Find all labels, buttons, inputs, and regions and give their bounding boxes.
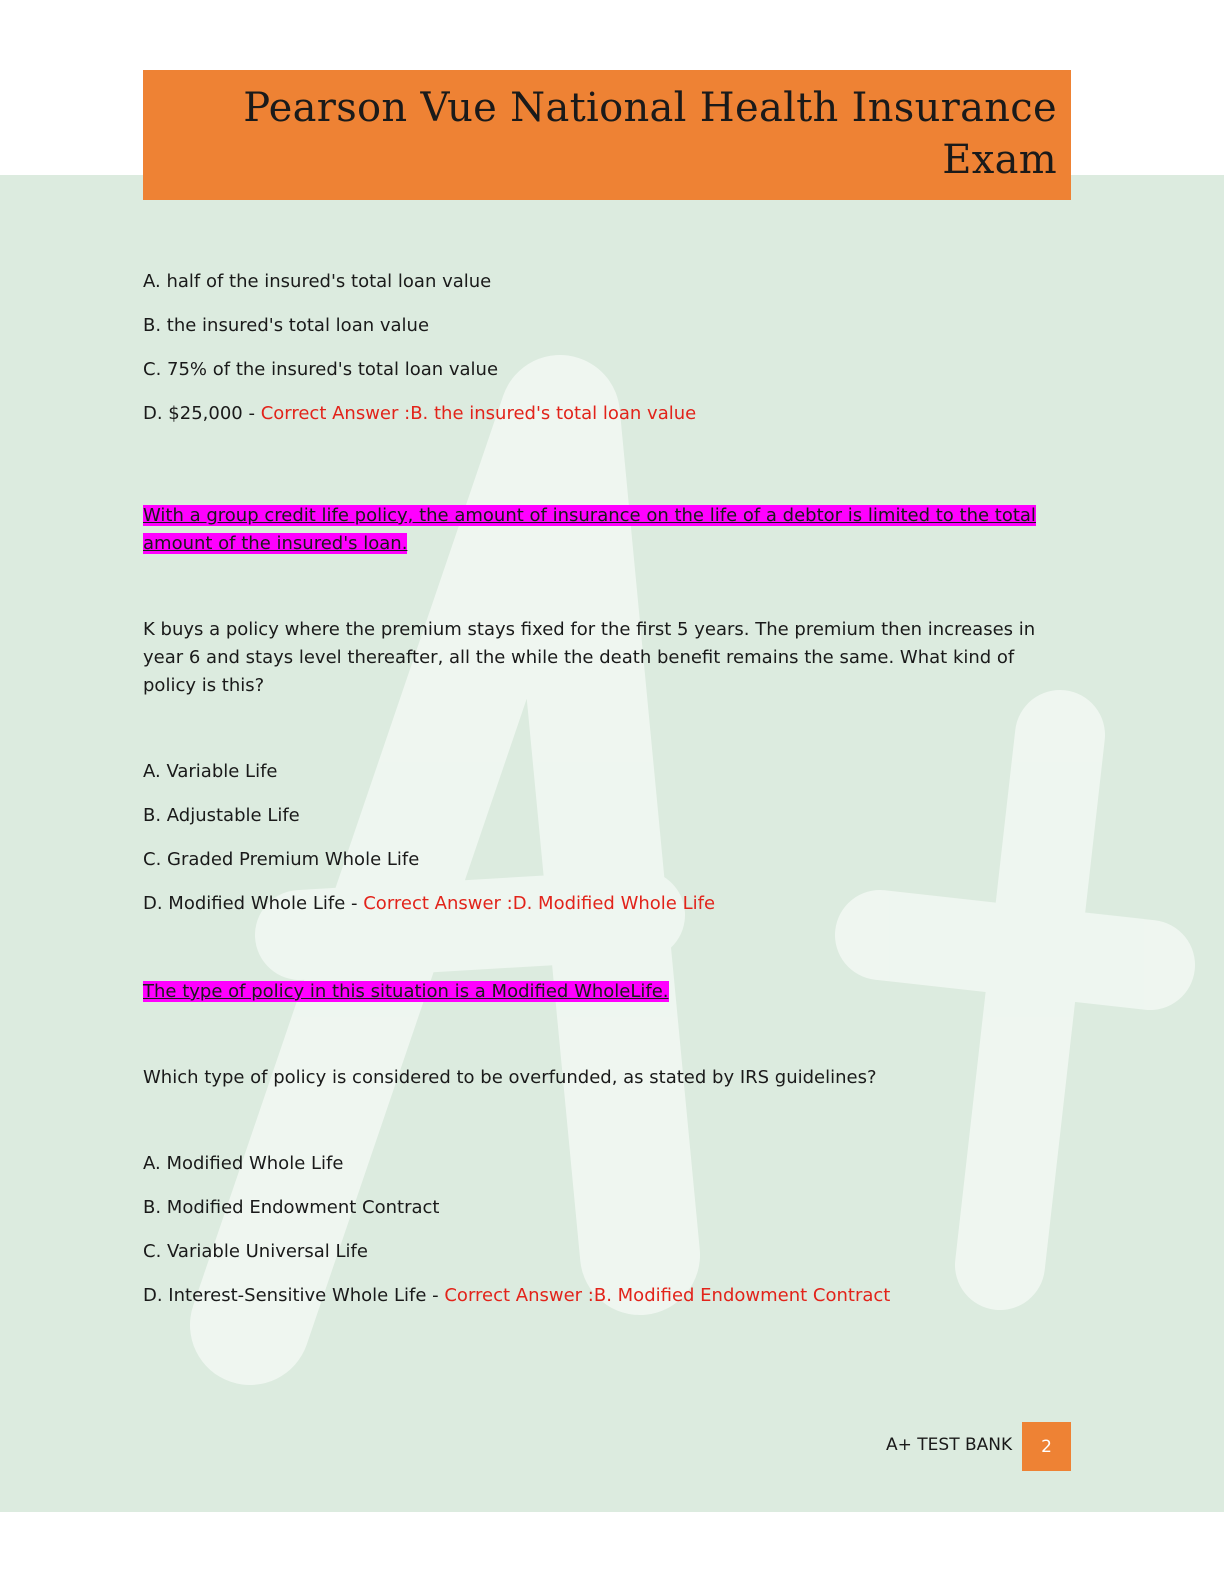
explanation	[143, 978, 1053, 1006]
question: K buys a policy where the premium stays fixed for the first 5 years. The premium then increases in year 6 and stays level thereafter, all the while the death benefit remains the same. What kind of policy is this?	[143, 619, 1036, 696]
option-c: C. 75% of the insured's total loan value	[143, 359, 499, 380]
footer-label: A+ TEST BANK	[886, 1435, 1013, 1455]
option-d-text: D. Interest-Sensitive Whole Life -	[143, 1285, 445, 1306]
option-d-text: D. Modified Whole Life -	[143, 893, 364, 914]
option-c: C. Graded Premium Whole Life	[143, 849, 420, 870]
header-banner	[143, 70, 1071, 200]
explanation-highlight: With a group credit life policy, the amount of insurance on the life of a debtor is limited to the total amount of the insured's loan.	[143, 505, 1036, 554]
document-title-line2: Exam	[942, 137, 1057, 183]
option-d-text: D. $25,000 -	[143, 403, 261, 424]
option-c: C. Variable Universal Life	[143, 1241, 368, 1262]
option-d	[143, 1282, 1053, 1310]
correct-answer: Correct Answer :B. the insured's total loan value	[260, 403, 697, 424]
option-a: A. Modified Whole Life	[143, 1153, 344, 1174]
explanation-highlight: The type of policy in this situation is a Modified WholeLife.	[143, 981, 669, 1002]
page-number: 2	[1041, 1436, 1052, 1457]
option-b: B. Adjustable Life	[143, 805, 300, 826]
document-title-line1: Pearson Vue National Health Insurance	[243, 85, 1057, 131]
option-b: B. Modified Endowment Contract	[143, 1197, 440, 1218]
option-d	[143, 400, 1053, 428]
correct-answer: Correct Answer :D. Modified Whole Life	[363, 893, 716, 914]
explanation	[143, 502, 1053, 558]
correct-answer: Correct Answer :B. Modified Endowment Contract	[444, 1285, 891, 1306]
option-a: A. Variable Life	[143, 761, 278, 782]
option-b: B. the insured's total loan value	[143, 315, 430, 336]
option-d	[143, 890, 1053, 918]
option-a: A. half of the insured's total loan value	[143, 271, 492, 292]
page-number-badge	[1022, 1422, 1071, 1471]
question: Which type of policy is considered to be overfunded, as stated by IRS guidelines?	[143, 1067, 877, 1088]
document-content	[143, 268, 1053, 1326]
